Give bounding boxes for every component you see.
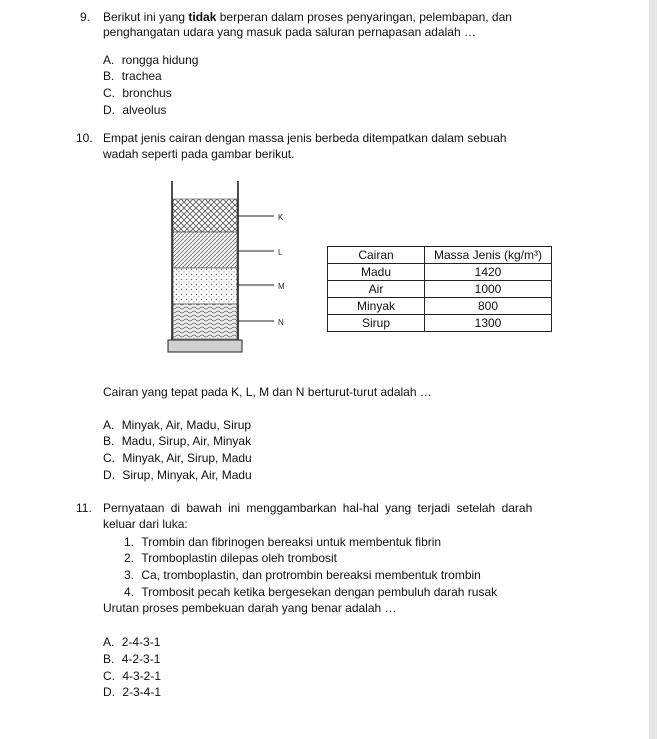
option-a[interactable]: A. Minyak, Air, Madu, Sirup	[103, 418, 252, 432]
question-text: Empat jenis cairan dengan massa jenis berbeda ditempatkan dalam sebuah	[103, 131, 507, 145]
table-row	[328, 315, 552, 332]
option-c[interactable]: C. 4-3-2-1	[103, 669, 162, 683]
layer-n	[173, 304, 237, 339]
option-b[interactable]: B. 4-2-3-1	[103, 652, 161, 666]
option-c[interactable]: C. Minyak, Air, Sirup, Madu	[103, 451, 252, 465]
option-d[interactable]: D. Sirup, Minyak, Air, Madu	[103, 468, 252, 482]
question-number: 9.	[80, 10, 91, 24]
layer-k	[173, 199, 237, 232]
liquid-container-figure	[160, 178, 300, 356]
statement-item: 2. Tromboplastin dilepas oleh trombosit	[124, 551, 338, 565]
label-m: M	[278, 282, 285, 291]
table-cell: 1420	[425, 264, 552, 281]
option-a[interactable]: A. rongga hidung	[103, 53, 199, 67]
question-prompt: Urutan proses pembekuan darah yang benar adalah …	[103, 601, 397, 615]
question-text: keluar dari luka:	[103, 517, 188, 531]
table-cell: 1000	[425, 281, 552, 298]
table-cell: Air	[328, 281, 425, 298]
question-text: Berikut ini yang tidak berperan dalam proses penyaringan, pelembapan, dan	[103, 10, 512, 24]
question-number: 10.	[76, 131, 93, 145]
question-prompt: Cairan yang tepat pada K, L, M dan N berturut-turut adalah …	[103, 385, 432, 399]
layer-m	[173, 268, 237, 304]
table-cell: 1300	[425, 315, 552, 332]
table-cell: Madu	[328, 264, 425, 281]
table-row	[328, 264, 552, 281]
page-edge	[649, 0, 657, 739]
container-base	[168, 340, 242, 352]
statement-item: 4. Trombosit pecah ketika bergesekan dengan pembuluh darah rusak	[124, 585, 498, 599]
statement-item: 1. Trombin dan fibrinogen bereaksi untuk membentuk fibrin	[124, 535, 442, 549]
option-b[interactable]: B. trachea	[103, 69, 162, 83]
label-l: L	[278, 248, 283, 257]
option-b[interactable]: B. Madu, Sirup, Air, Minyak	[103, 434, 252, 448]
option-d[interactable]: D. alveolus	[103, 103, 167, 117]
table-header-row	[328, 247, 552, 264]
question-text: wadah seperti pada gambar berikut.	[103, 147, 295, 161]
table-cell: 800	[425, 298, 552, 315]
option-a[interactable]: A. 2-4-3-1	[103, 635, 161, 649]
question-text: penghangatan udara yang masuk pada saluran pernapasan adalah …	[103, 25, 476, 39]
column-header: Massa Jenis (kg/m³)	[425, 247, 552, 264]
layer-l	[173, 232, 237, 268]
question-text: Pernyataan di bawah ini menggambarkan hal-hal yang terjadi setelah darah	[103, 501, 533, 515]
option-d[interactable]: D. 2-3-4-1	[103, 685, 162, 699]
option-c[interactable]: C. bronchus	[103, 86, 172, 100]
label-k: K	[278, 213, 284, 222]
question-number: 11.	[76, 501, 92, 515]
label-n: N	[278, 318, 284, 327]
table-cell: Sirup	[328, 315, 425, 332]
emphasis-word: tidak	[188, 10, 217, 24]
table-row	[328, 281, 552, 298]
density-table	[327, 246, 552, 332]
statement-item: 3. Ca, tromboplastin, dan protrombin bereaksi membentuk trombin	[124, 568, 481, 582]
table-cell: Minyak	[328, 298, 425, 315]
table-row	[328, 298, 552, 315]
column-header: Cairan	[328, 247, 425, 264]
